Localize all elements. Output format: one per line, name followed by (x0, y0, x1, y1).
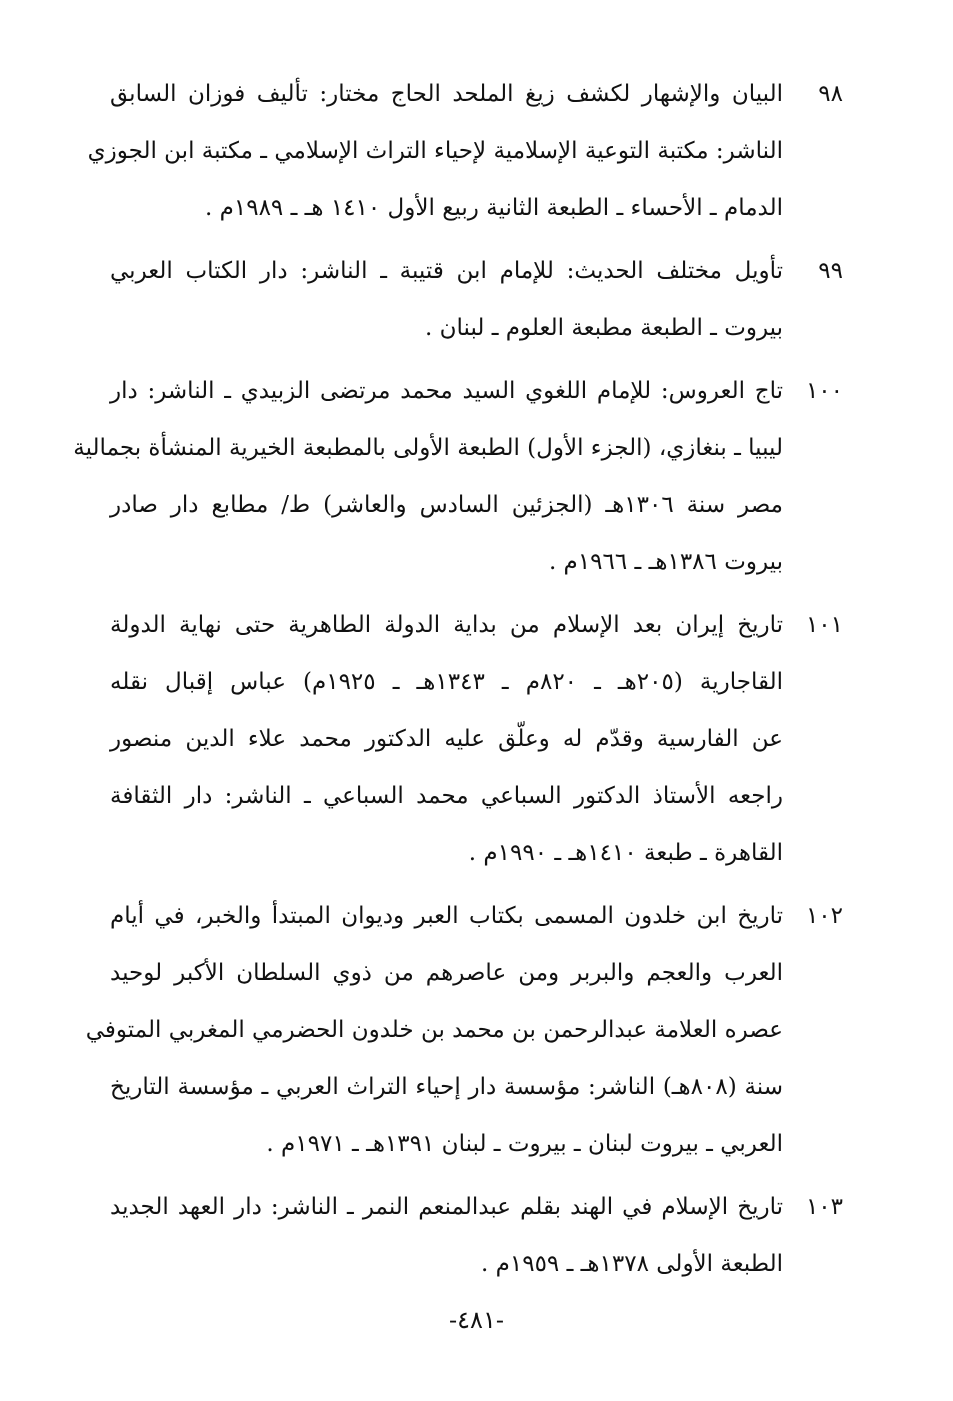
entry-number: ١٠٣ (805, 1194, 843, 1220)
entry-line: تاريخ إيران بعد الإسلام من بداية الدولة الطاهرية حتى نهاية الدولة (110, 612, 783, 638)
bibliography-page (73, 66, 843, 1316)
bibliography-entry-102 (85, 888, 843, 1173)
entry-line: سنة (٨٠٨هـ) الناشر: مؤسسة دار إحياء التراث العربي ـ مؤسسة التاريخ (110, 1074, 784, 1100)
entry-line: القاهرة ـ طبعة ١٤١٠هـ ـ ١٩٩٠م . (468, 840, 783, 866)
entry-number: ٩٨ (818, 81, 843, 107)
entry-text (87, 66, 783, 237)
entry-line: تاريخ الإسلام في الهند بقلم عبدالمنعم النمر ـ الناشر: دار العهد الجديد (110, 1194, 783, 1220)
bibliography-entry-103 (110, 1179, 843, 1293)
entry-number: ١٠٠ (805, 378, 843, 404)
entry-line: عصره العلامة عبدالرحمن بن محمد بن خلدون الحضرمي المغربي المتوفي (85, 1017, 783, 1043)
entry-line: راجعه الأستاذ الدكتور السباعي محمد السباعي ـ الناشر: دار الثقافة (110, 783, 783, 809)
entry-line: العربي ـ بيروت لبنان ـ بيروت ـ لبنان ١٣٩١هـ ـ ١٩٧١م . (266, 1131, 783, 1157)
entry-number: ١٠٢ (805, 903, 843, 929)
entry-line: تأويل مختلف الحديث: للإمام ابن قتيبة ـ الناشر: دار الكتاب العربي (110, 258, 783, 284)
entry-line: الدمام ـ الأحساء ـ الطبعة الثانية ربيع الأول ١٤١٠ هـ ـ ١٩٨٩م . (204, 195, 783, 221)
bibliography-entry-100 (73, 363, 843, 591)
entry-line: عن الفارسية وقدّم له وعلّق عليه الدكتور محمد علاء الدين منصور (110, 726, 783, 752)
entry-text (110, 243, 783, 357)
entry-line: ليبيا ـ بنغازي، (الجزء الأول) الطبعة الأولى بالمطبعة الخيرية المنشأة بجمالية (73, 435, 783, 461)
entry-line: بيروت ـ الطبعة مطبعة العلوم ـ لبنان . (425, 315, 783, 341)
bibliography-entry-99 (110, 243, 843, 357)
bibliography-entry-101 (110, 597, 843, 882)
entry-line: العرب والعجم والبربر ومن عاصرهم من ذوي السلطان الأكبر لوحيد (110, 960, 783, 986)
entry-number: ١٠١ (805, 612, 843, 638)
entry-line: البيان والإشهار لكشف زيغ الملحد الحاج مختار: تأليف فوزان السابق (110, 81, 783, 107)
bibliography-entry-98 (87, 66, 843, 237)
entry-line: القاجارية (٢٠٥هـ ـ ٨٢٠م ـ ١٣٤٣هـ ـ ١٩٢٥م) عباس إقبال نقله (110, 669, 784, 695)
page-number: -٤٨١- (449, 1306, 504, 1334)
entry-line: الناشر: مكتبة التوعية الإسلامية لإحياء التراث الإسلامي ـ مكتبة ابن الجوزي (87, 138, 783, 164)
entry-text (85, 888, 784, 1173)
entry-line: بيروت ١٣٨٦هـ ـ ١٩٦٦م . (548, 549, 783, 575)
entry-text (110, 597, 783, 882)
entry-line: تاريخ ابن خلدون المسمى بكتاب العبر وديوان المبتدأ والخبر، في أيام (110, 903, 783, 929)
entry-text (73, 363, 784, 591)
entry-line: مصر سنة ١٣٠٦هـ (الجزئين السادس والعاشر) ط/ مطابع دار صادر (110, 492, 784, 518)
entry-text (110, 1179, 783, 1293)
entry-line: الطبعة الأولى ١٣٧٨هـ ـ ١٩٥٩م . (481, 1251, 783, 1277)
entry-number: ٩٩ (818, 258, 843, 284)
entry-line: تاج العروس: للإمام اللغوي السيد محمد مرتضى الزبيدي ـ الناشر: دار (110, 378, 783, 404)
